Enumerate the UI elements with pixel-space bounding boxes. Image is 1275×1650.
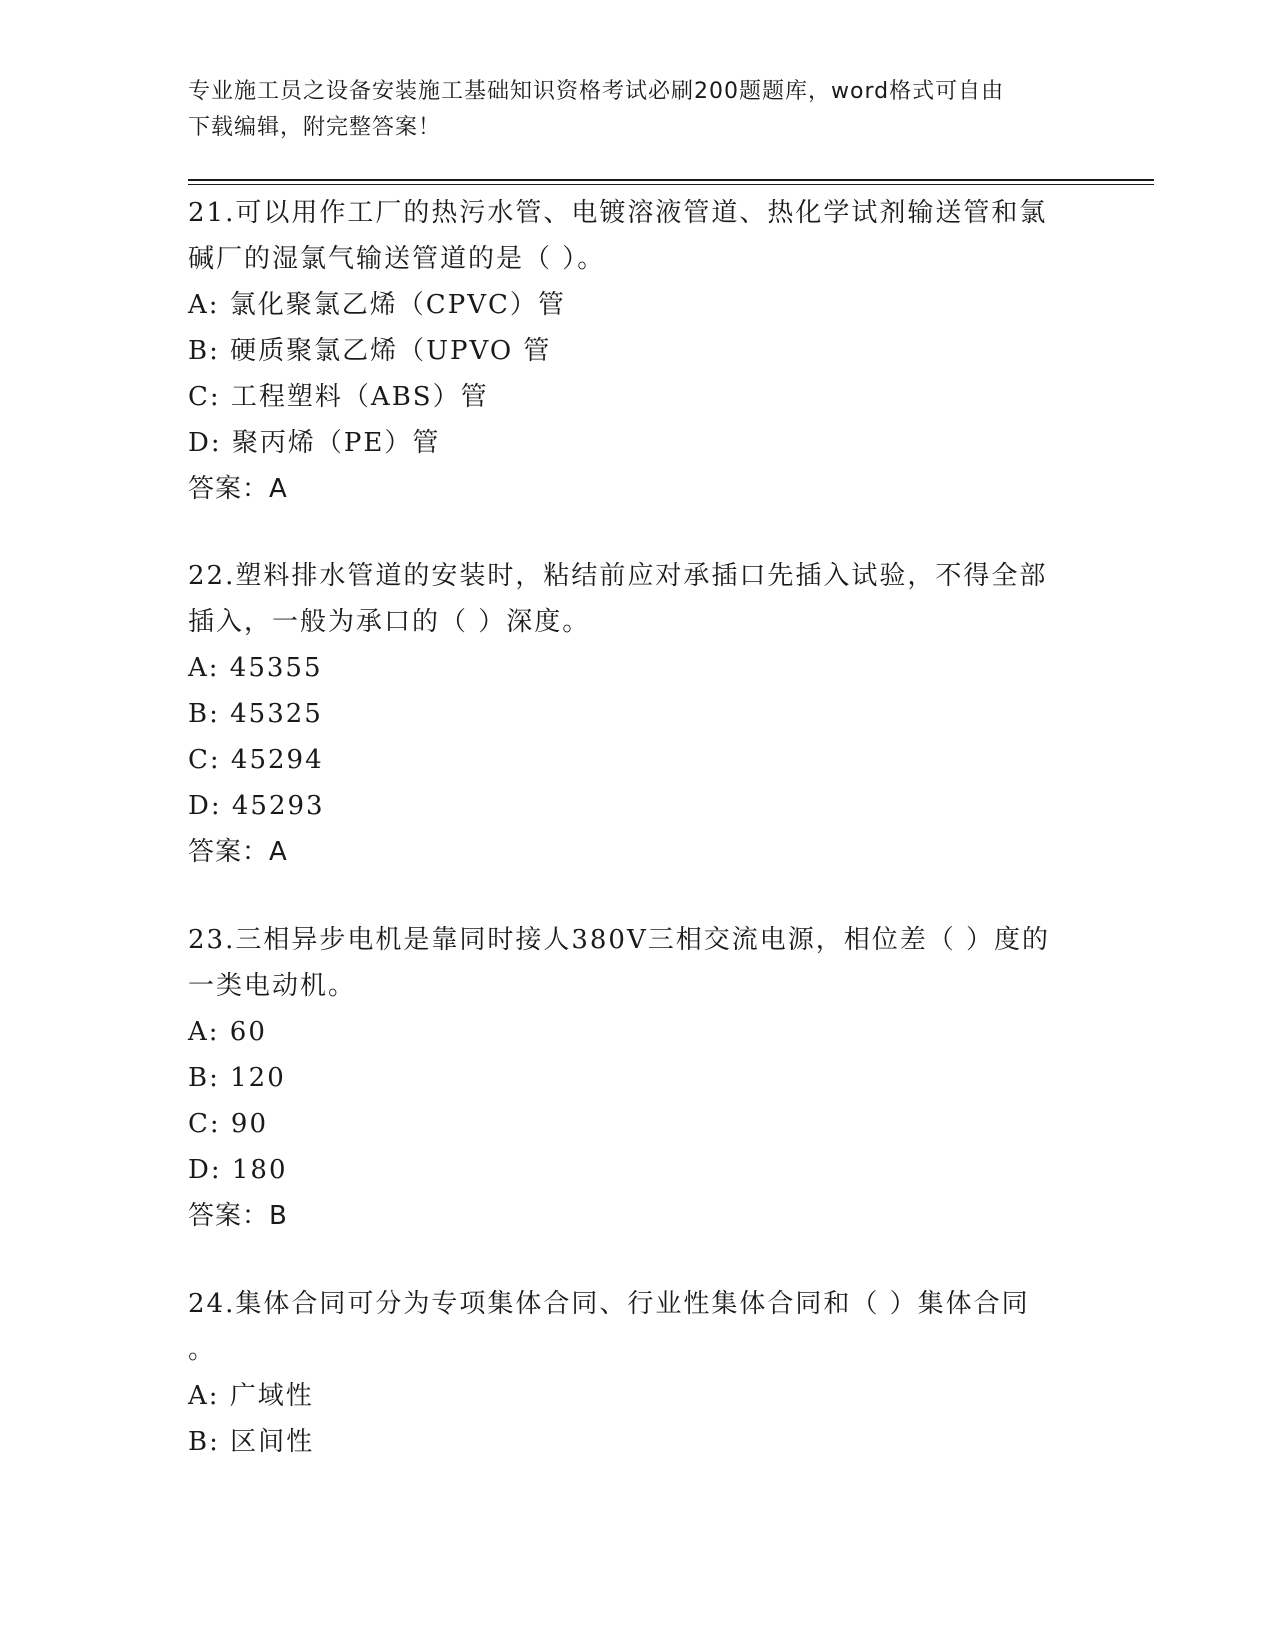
answer-line: 答案：A xyxy=(188,837,288,867)
option-b: B: 45325 xyxy=(188,699,323,729)
header-line-1: 专业施工员之设备安装施工基础知识资格考试必刷200题题库，word格式可自由 xyxy=(188,79,1005,104)
question-stem-line-1: 23.三相异步电机是靠同时接人380V三相交流电源，相位差（ ）度的 xyxy=(188,925,1051,955)
question-24 xyxy=(188,1281,1088,1465)
question-stem-line-2: 。 xyxy=(188,1335,217,1365)
document-header xyxy=(188,74,1088,146)
option-a: A: 氯化聚氯乙烯（CPVC）管 xyxy=(188,290,566,320)
answer-line: 答案：B xyxy=(188,1201,288,1231)
question-21 xyxy=(188,190,1088,512)
option-b: B: 区间性 xyxy=(188,1427,315,1457)
option-d: D: 180 xyxy=(188,1155,288,1185)
question-stem-line-1: 24.集体合同可分为专项集体合同、行业性集体合同和（ ）集体合同 xyxy=(188,1289,1030,1319)
option-d: D: 聚丙烯（PE）管 xyxy=(188,428,441,458)
question-stem-line-1: 21.可以用作工厂的热污水管、电镀溶液管道、热化学试剂输送管和氯 xyxy=(188,198,1048,228)
question-23 xyxy=(188,917,1088,1239)
option-d: D: 45293 xyxy=(188,791,325,821)
answer-line: 答案：A xyxy=(188,474,288,504)
option-a: A: 广域性 xyxy=(188,1381,314,1411)
header-divider-thin xyxy=(188,184,1154,185)
option-c: C: 45294 xyxy=(188,745,324,775)
question-stem-line-2: 碱厂的湿氯气输送管道的是（ ）。 xyxy=(188,244,606,274)
option-b: B: 硬质聚氯乙烯（UPVO 管 xyxy=(188,336,552,366)
option-b: B: 120 xyxy=(188,1063,286,1093)
option-c: C: 工程塑料（ABS）管 xyxy=(188,382,489,412)
option-a: A: 45355 xyxy=(188,653,323,683)
question-stem-line-1: 22.塑料排水管道的安装时，粘结前应对承插口先插入试验，不得全部 xyxy=(188,561,1048,591)
option-c: C: 90 xyxy=(188,1109,269,1139)
question-stem-line-2: 一类电动机。 xyxy=(188,971,357,1001)
question-stem-line-2: 插入，一般为承口的（ ）深度。 xyxy=(188,607,591,637)
option-a: A: 60 xyxy=(188,1017,267,1047)
header-divider-thick xyxy=(188,179,1154,181)
question-22 xyxy=(188,553,1088,875)
header-line-2: 下载编辑，附完整答案！ xyxy=(188,115,442,140)
